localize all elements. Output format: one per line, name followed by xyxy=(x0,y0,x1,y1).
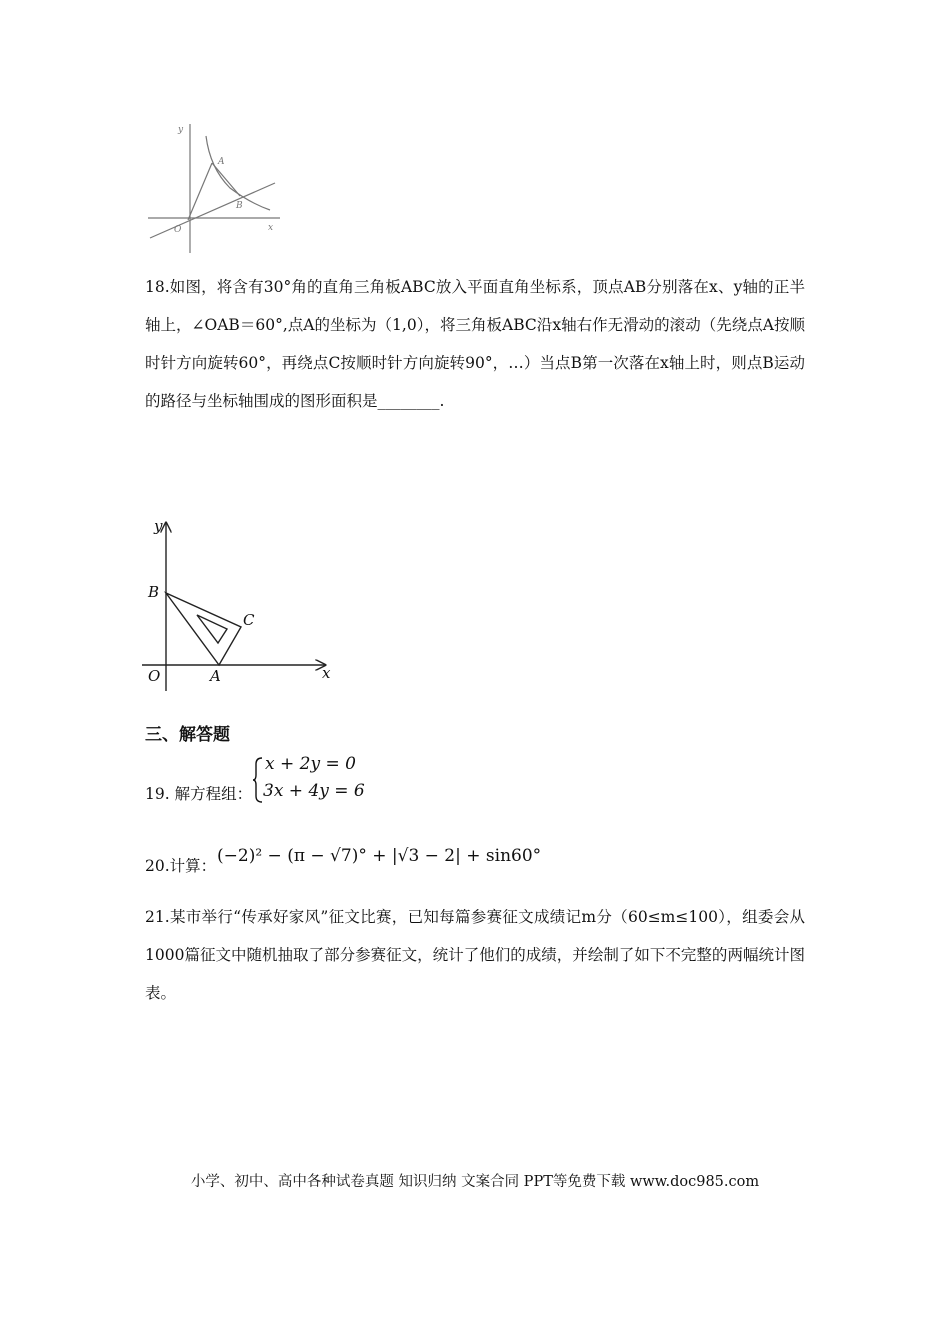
figure-q18 xyxy=(140,515,340,695)
q17-label-a: A xyxy=(218,157,225,167)
question-19 xyxy=(145,754,545,806)
section-title: 三、解答题 xyxy=(145,725,230,745)
q17-label-x: x xyxy=(268,223,274,233)
q18-label-y: y xyxy=(154,517,163,535)
question-18: 18.如图，将含有30°角的直角三角板ABC放入平面直角坐标系，顶点AB分别落在x、y轴的正半轴上，∠OAB＝60°,点A的坐标为（1,0），将三角板ABC沿x轴右作无滑动的滚动（先绕点A按顺时针方向旋转60°，再绕点C按顺时针方向旋转90°，…）当点B第一次落在x轴上时，则点B运动的路径与坐标轴围成的图形面积是________. xyxy=(145,278,805,410)
q18-label-o: O xyxy=(148,667,161,685)
q17-label-y: y xyxy=(178,125,184,135)
q18-label-a: A xyxy=(210,667,221,685)
q20-expression: (−2)² − (π − √7)° + |√3 − 2| + sin60° xyxy=(217,846,542,866)
q17-label-o: O xyxy=(174,225,182,235)
question-21: 21.某市举行“传承好家风”征文比赛，已知每篇参赛征文成绩记m分（60≤m≤100），组委会从1000篇征文中随机抽取了部分参赛征文，统计了他们的成绩，并绘制了如下不完整的两幅统计图表。 xyxy=(145,908,805,1002)
triangle-abc-outer xyxy=(166,593,241,665)
q20-prefix: 20.计算： xyxy=(145,857,217,875)
q18-label-c: C xyxy=(243,611,255,629)
question-20 xyxy=(145,840,565,876)
q19-equation-1: x + 2y = 0 xyxy=(265,754,356,774)
figure-q17 xyxy=(140,118,290,258)
page-footer: 小学、初中、高中各种试卷真题 知识归纳 文案合同 PPT等免费下载 www.doc985.com xyxy=(190,1174,760,1190)
q18-label-x: x xyxy=(322,664,331,682)
q18-label-b: B xyxy=(148,583,160,601)
q17-line-ob xyxy=(150,183,275,238)
q17-line-oa xyxy=(188,163,212,220)
q17-line-ab xyxy=(212,163,240,196)
q19-prefix: 19. 解方程组： xyxy=(145,785,253,803)
q19-equation-2: 3x + 4y = 6 xyxy=(263,781,365,801)
q17-label-b: B xyxy=(236,201,243,211)
